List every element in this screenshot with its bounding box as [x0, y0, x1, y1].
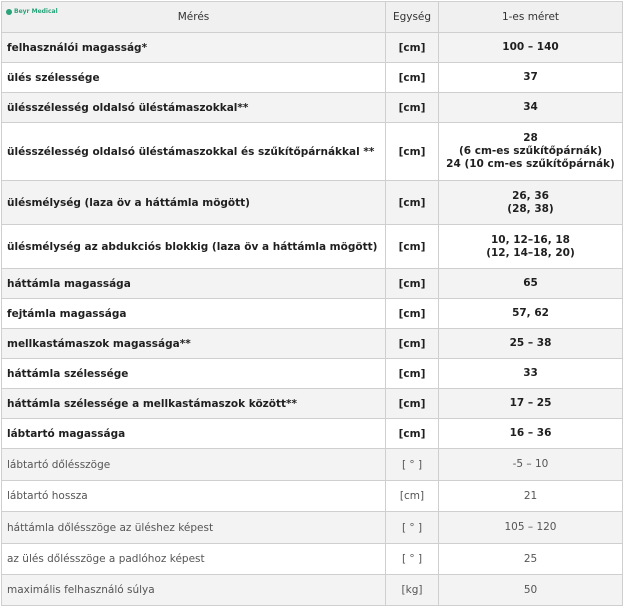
table-row: [2, 33, 623, 63]
cell-value-line: 33: [523, 367, 538, 379]
table-row: [2, 123, 623, 181]
cell-value: [439, 481, 623, 512]
cell-value-line: 34: [523, 101, 538, 113]
cell-value: [439, 359, 623, 389]
cell-value-line: 65: [523, 277, 538, 289]
cell-value: [439, 299, 623, 329]
cell-value: [439, 63, 623, 93]
cell-unit: [cm]: [386, 299, 439, 329]
cell-measurement: lábtartó dőlésszöge: [2, 449, 386, 481]
cell-unit: [cm]: [386, 359, 439, 389]
cell-unit: [cm]: [386, 269, 439, 299]
cell-value-line: 25: [523, 552, 538, 565]
cell-measurement: háttámla dőlésszöge az üléshez képest: [2, 512, 386, 544]
cell-measurement: ülésszélesség oldalsó üléstámaszokkal**: [2, 93, 386, 123]
logo-text: Beyr Medical: [14, 8, 58, 15]
cell-value: [439, 419, 623, 449]
table-row: [2, 269, 623, 299]
cell-unit: [cm]: [386, 93, 439, 123]
cell-value-line: 26, 36: [512, 189, 549, 202]
cell-measurement: ülésmélység az abdukciós blokkig (laza öv a háttámla mögött): [2, 225, 386, 269]
cell-value-line: 17 – 25: [509, 397, 552, 409]
table-row: [2, 389, 623, 419]
cell-value-line: (28, 38): [507, 202, 554, 215]
logo-mark-icon: [6, 9, 12, 15]
cell-value-line: 105 – 120: [504, 521, 557, 533]
cell-measurement: mellkastámaszok magassága**: [2, 329, 386, 359]
cell-unit: [cm]: [386, 481, 439, 512]
table-row: [2, 329, 623, 359]
cell-measurement: fejtámla magassága: [2, 299, 386, 329]
cell-measurement: az ülés dőlésszöge a padlóhoz képest: [2, 544, 386, 575]
cell-measurement: lábtartó hossza: [2, 481, 386, 512]
cell-value-line: 25 – 38: [509, 337, 552, 349]
cell-measurement: lábtartó magassága: [2, 419, 386, 449]
cell-measurement: háttámla szélessége a mellkastámaszok között**: [2, 389, 386, 419]
cell-value-line: (12, 14–18, 20): [486, 246, 575, 259]
cell-unit: [cm]: [386, 389, 439, 419]
cell-unit: [cm]: [386, 123, 439, 181]
cell-value: [439, 93, 623, 123]
cell-value: [439, 389, 623, 419]
cell-value-line: 28: [523, 132, 538, 144]
cell-measurement: ülésszélesség oldalsó üléstámaszokkal és szűkítőpárnákkal **: [2, 123, 386, 181]
cell-measurement: ülés szélessége: [2, 63, 386, 93]
header-size-1: 1-es méret: [439, 2, 623, 33]
cell-value-line: 57, 62: [512, 307, 549, 319]
cell-value-line: 50: [523, 583, 538, 596]
table-row: [2, 544, 623, 575]
cell-unit: [ ° ]: [386, 449, 439, 481]
cell-value-line: 24 (10 cm-es szűkítőpárnák): [446, 158, 615, 170]
cell-value: [439, 225, 623, 269]
cell-value: [439, 512, 623, 544]
cell-value-line: 10, 12–16, 18: [491, 233, 570, 246]
cell-value: [439, 33, 623, 63]
table-row: [2, 93, 623, 123]
table-row: [2, 449, 623, 481]
cell-unit: [kg]: [386, 575, 439, 606]
cell-measurement: maximális felhasználó súlya: [2, 575, 386, 606]
cell-unit: [ ° ]: [386, 512, 439, 544]
cell-unit: [cm]: [386, 181, 439, 225]
cell-measurement: ülésmélység (laza öv a háttámla mögött): [2, 181, 386, 225]
table-header-row: [2, 2, 623, 33]
cell-value: [439, 544, 623, 575]
cell-value-line: 37: [523, 71, 538, 83]
specification-table: [1, 1, 623, 606]
cell-value-line: (6 cm-es szűkítőpárnák): [458, 145, 603, 157]
cell-measurement: háttámla szélessége: [2, 359, 386, 389]
cell-value-line: 100 – 140: [502, 41, 559, 53]
table-row: [2, 181, 623, 225]
cell-value: [439, 123, 623, 181]
table-row: [2, 63, 623, 93]
cell-unit: [cm]: [386, 329, 439, 359]
cell-value: [439, 449, 623, 481]
cell-unit: [ ° ]: [386, 544, 439, 575]
cell-value: [439, 181, 623, 225]
cell-value: [439, 575, 623, 606]
table-row: [2, 225, 623, 269]
brand-logo: [6, 8, 58, 15]
cell-unit: [cm]: [386, 33, 439, 63]
cell-value-line: 16 – 36: [509, 427, 552, 439]
cell-value: [439, 269, 623, 299]
table-row: [2, 481, 623, 512]
cell-value: [439, 329, 623, 359]
cell-measurement: háttámla magassága: [2, 269, 386, 299]
cell-unit: [cm]: [386, 63, 439, 93]
table-row: [2, 575, 623, 606]
header-unit: Egység: [386, 2, 439, 33]
table-body: [2, 33, 623, 606]
cell-value-line: -5 – 10: [512, 458, 549, 470]
cell-unit: [cm]: [386, 225, 439, 269]
table-row: [2, 512, 623, 544]
table-row: [2, 359, 623, 389]
table-row: [2, 419, 623, 449]
table-row: [2, 299, 623, 329]
cell-value-line: 21: [523, 489, 538, 502]
header-measurement: Mérés: [2, 2, 386, 33]
cell-measurement: felhasználói magasság*: [2, 33, 386, 63]
cell-unit: [cm]: [386, 419, 439, 449]
